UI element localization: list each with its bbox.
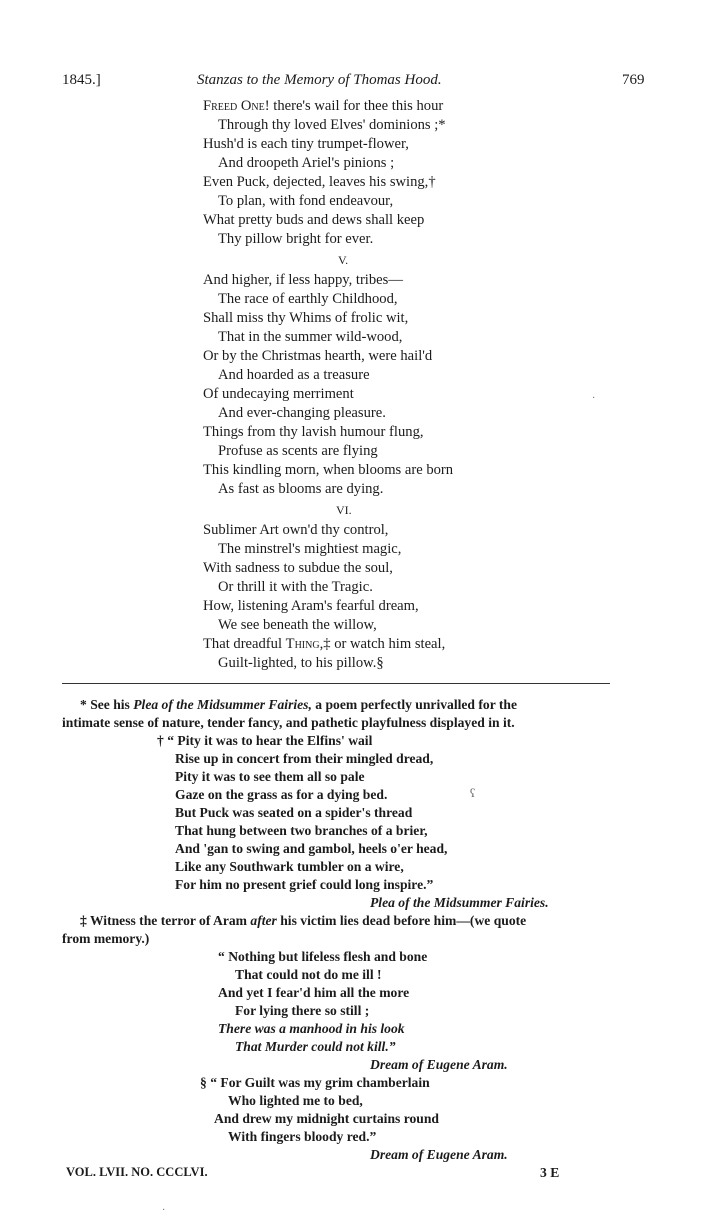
poem-line: Thy pillow bright for ever.	[218, 231, 374, 247]
poem-line: Sublimer Art own'd thy control,	[203, 522, 389, 538]
footnote-source: Dream of Eugene Aram.	[370, 1057, 508, 1072]
poem-line: With sadness to subdue the soul,	[203, 560, 393, 576]
footnote-italic: Plea of the Midsummer Fairies,	[133, 697, 312, 712]
footnote-text: * See his	[80, 697, 134, 712]
footnote-line: Like any Southwark tumbler on a wire,	[175, 859, 404, 874]
poem-line: Or by the Christmas hearth, were hail'd	[203, 348, 433, 364]
volume-info: VOL. LVII. NO. CCCLVI.	[66, 1165, 208, 1179]
thing-small-caps: Thing	[285, 636, 320, 652]
footnote-line: Pity it was to see them all so pale	[175, 769, 365, 784]
poem-line: And hoarded as a treasure	[218, 367, 370, 383]
footnote-source: Dream of Eugene Aram.	[370, 1147, 508, 1162]
footnote-line: That Murder could not kill.”	[235, 1039, 396, 1054]
poem-line-text: ,‡ or watch him steal,	[319, 636, 446, 652]
signature-mark: 3 E	[540, 1165, 560, 1180]
footnote-line: Rise up in concert from their mingled dread,	[175, 751, 434, 766]
poem-line	[203, 99, 443, 114]
page-number: 769	[622, 72, 645, 88]
poem-line: The race of earthly Childhood,	[218, 291, 398, 307]
poem-line: The minstrel's mightiest magic,	[218, 541, 402, 557]
footnote-line: Who lighted me to bed,	[228, 1093, 363, 1108]
footnote-line: With fingers bloody red.”	[228, 1129, 377, 1144]
footnote-line: There was a manhood in his look	[218, 1021, 405, 1036]
poem-line: Profuse as scents are flying	[218, 443, 378, 459]
poem-line-text: That dreadful	[203, 636, 286, 652]
footnote-line: But Puck was seated on a spider's thread	[175, 805, 413, 820]
poem-line: Guilt-lighted, to his pillow.§	[218, 655, 384, 671]
poem-line: To plan, with fond endeavour,	[218, 193, 394, 209]
footnote-italic: after	[250, 913, 277, 928]
poem-line: That in the summer wild-wood,	[218, 329, 403, 345]
footnote-rule	[62, 683, 610, 684]
stanza-numeral: V.	[338, 253, 349, 267]
poem-line: Of undecaying merriment	[203, 386, 354, 402]
poem-line: And higher, if less happy, tribes—	[203, 272, 403, 288]
footnote-line: That hung between two branches of a brier,	[175, 823, 428, 838]
footnote-line: And 'gan to swing and gambol, heels o'er head,	[175, 841, 448, 856]
footnote-line	[80, 698, 517, 712]
footnote-text: a poem perfectly unrivalled for the	[311, 697, 518, 712]
footnote-text: ‡ Witness the terror of Aram	[80, 913, 251, 928]
poem-line: What pretty buds and dews shall keep	[203, 212, 425, 228]
poem-line: Things from thy lavish humour flung,	[203, 424, 424, 440]
footnote-line: † “ Pity it was to hear the Elfins' wail	[157, 733, 373, 748]
poem-line: Hush'd is each tiny trumpet-flower,	[203, 136, 409, 152]
poem-line: Through thy loved Elves' dominions ;*	[218, 117, 446, 133]
poem-line: Shall miss thy Whims of frolic wit,	[203, 310, 409, 326]
header-year: 1845.]	[62, 72, 101, 88]
footnote-line: And drew my midnight curtains round	[214, 1111, 439, 1126]
footnote-line: from memory.)	[62, 931, 150, 946]
poem-line: This kindling morn, when blooms are born	[203, 462, 454, 478]
poem-line: Or thrill it with the Tragic.	[218, 579, 373, 595]
footnote-line: “ Nothing but lifeless flesh and bone	[218, 949, 428, 964]
footnote-line	[80, 914, 526, 928]
footnote-line: § “ For Guilt was my grim chamberlain	[200, 1075, 430, 1090]
footnote-line: intimate sense of nature, tender fancy, and pathetic playfulness displayed in it.	[62, 715, 515, 730]
footnote-line: For lying there so still ;	[235, 1003, 370, 1018]
footnote-line: For him no present grief could long inspire.”	[175, 877, 434, 892]
poem-line: Even Puck, dejected, leaves his swing,†	[203, 174, 436, 190]
stray-mark: ·	[162, 1205, 166, 1216]
poem-line	[203, 637, 445, 652]
running-title: Stanzas to the Memory of Thomas Hood.	[197, 72, 442, 88]
footnote-line: And yet I fear'd him all the more	[218, 985, 410, 1000]
poem-line: How, listening Aram's fearful dream,	[203, 598, 419, 614]
stanza-numeral: VI.	[336, 503, 352, 517]
stray-mark: ·	[592, 393, 596, 404]
footnote-line: Gaze on the grass as for a dying bed.	[175, 787, 388, 802]
poem-line-text: ! there's wail for thee this hour	[264, 98, 444, 114]
poem-line: And droopeth Ariel's pinions ;	[218, 155, 395, 171]
freed-one-small-caps: Freed One	[203, 98, 265, 114]
print-blemish: ʕ	[470, 786, 476, 800]
poem-line: As fast as blooms are dying.	[218, 481, 384, 497]
footnote-line: That could not do me ill !	[235, 967, 382, 982]
poem-line: And ever-changing pleasure.	[218, 405, 386, 421]
footnote-text: his victim lies dead before him—(we quote	[276, 913, 527, 928]
footnote-source: Plea of the Midsummer Fairies.	[370, 895, 549, 910]
poem-line: We see beneath the willow,	[218, 617, 377, 633]
